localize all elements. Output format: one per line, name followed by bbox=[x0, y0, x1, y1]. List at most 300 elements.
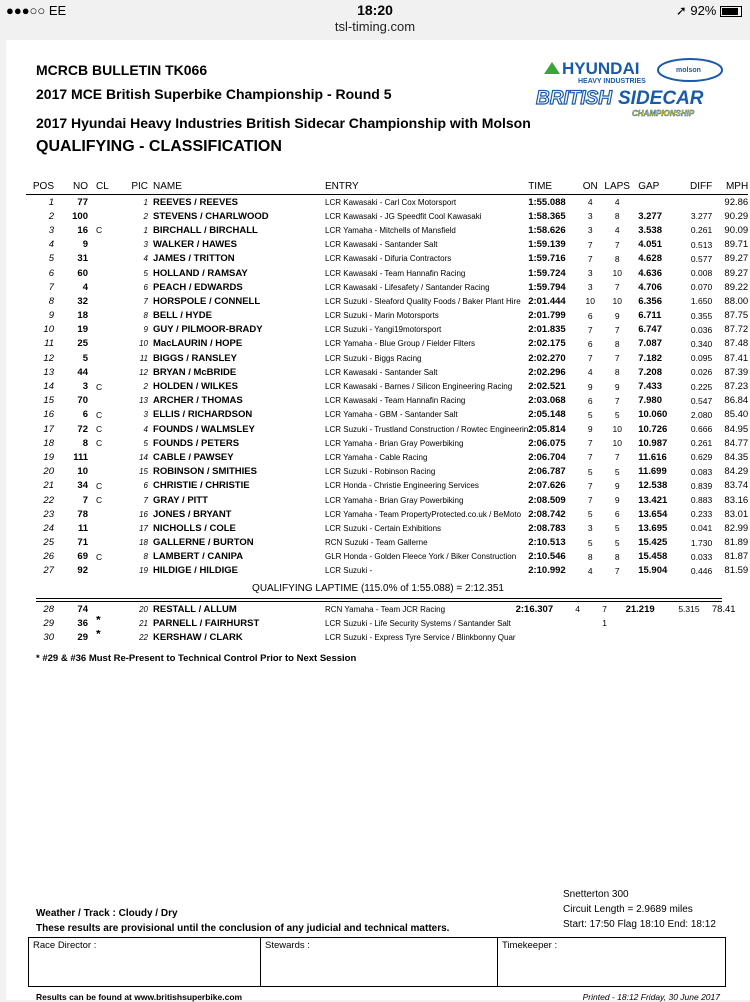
cell-cl bbox=[88, 564, 126, 578]
cell-time: 1:59.794 bbox=[528, 281, 566, 293]
cell-entry: LCR Kawasaki - Lifesafety / Santander Racing bbox=[325, 282, 490, 292]
cell-mph: 83.01 bbox=[724, 508, 749, 520]
cell-no: 3 bbox=[82, 381, 88, 393]
cell-pic: 20 bbox=[139, 604, 148, 614]
cell-diff: 0.340 bbox=[690, 338, 713, 349]
cell-name: CHRISTIE / CHRISTIE bbox=[153, 480, 250, 492]
cell-diff bbox=[666, 616, 706, 630]
cell-laps: 7 bbox=[614, 239, 620, 250]
cell-cl: C bbox=[96, 495, 103, 506]
cell-mph: 81.87 bbox=[724, 551, 749, 563]
cell-gap: 7.433 bbox=[638, 381, 662, 393]
cell-laps: 6 bbox=[614, 509, 620, 520]
cell-pos: 7 bbox=[48, 281, 54, 293]
cell-pic: 17 bbox=[139, 523, 148, 533]
cell-pic: 14 bbox=[139, 452, 148, 462]
cell-on: 3 bbox=[587, 211, 593, 222]
cell-pic: 16 bbox=[139, 509, 148, 519]
cell-pos: 20 bbox=[43, 466, 54, 478]
cell-pic: 19 bbox=[139, 566, 148, 576]
cell-pic: 3 bbox=[143, 240, 148, 250]
cell-on: 4 bbox=[587, 197, 593, 208]
cell-gap: 11.699 bbox=[638, 466, 667, 478]
cell-on: 7 bbox=[587, 438, 593, 449]
cell-time: 2:08.783 bbox=[528, 522, 566, 534]
cell-no: 29 bbox=[77, 631, 88, 643]
cell-name: ELLIS / RICHARDSON bbox=[153, 409, 253, 421]
cell-pos: 3 bbox=[48, 224, 54, 236]
cell-gap: 10.060 bbox=[638, 409, 668, 421]
cell-name: BRYAN / McBRIDE bbox=[153, 366, 237, 378]
cell-laps: 8 bbox=[614, 367, 620, 378]
cell-gap: 6.711 bbox=[638, 310, 662, 322]
cell-on: 7 bbox=[587, 324, 593, 335]
col-no: NO bbox=[73, 180, 88, 192]
cell-gap: 12.538 bbox=[638, 480, 668, 492]
cell-on: 8 bbox=[587, 551, 593, 562]
cell-cl: * bbox=[96, 616, 101, 628]
cell-laps: 8 bbox=[614, 551, 620, 562]
table-row bbox=[26, 195, 748, 210]
cell-name: ARCHER / THOMAS bbox=[153, 395, 243, 407]
table-row bbox=[26, 238, 748, 252]
cell-no: 32 bbox=[77, 295, 88, 307]
cell-cl: C bbox=[96, 225, 103, 236]
cell-on: 9 bbox=[587, 381, 593, 392]
cell-entry: LCR Yamaha - GBM - Santander Salt bbox=[325, 410, 458, 420]
cell-laps: 5 bbox=[614, 537, 620, 548]
results-document bbox=[6, 40, 750, 1000]
cell-mph: 89.27 bbox=[724, 267, 749, 279]
cell-pos: 26 bbox=[43, 551, 54, 563]
cell-pic: 4 bbox=[143, 254, 148, 264]
results-link[interactable]: Results can be found at www.britishsuperbike.com bbox=[36, 992, 243, 1002]
table-row bbox=[26, 309, 748, 323]
cell-mph: 87.75 bbox=[724, 310, 749, 322]
cell-cl bbox=[88, 450, 126, 464]
cell-time: 2:05.814 bbox=[528, 423, 566, 435]
cell-mph: 82.99 bbox=[724, 522, 749, 534]
cell-pic: 4 bbox=[143, 424, 148, 434]
col-on: ON bbox=[582, 180, 598, 192]
cell-on: 6 bbox=[587, 338, 593, 349]
cell-entry: LCR Kawasaki - Barnes / Silicon Engineering Racing bbox=[325, 382, 513, 392]
cell-mph: 84.29 bbox=[724, 466, 749, 478]
cell-on: 6 bbox=[587, 395, 593, 406]
cell-entry: LCR Yamaha - Blue Group / Fielder Filters bbox=[325, 339, 475, 349]
cell-on: 5 bbox=[587, 509, 593, 520]
table-row bbox=[26, 465, 748, 479]
cell-entry: LCR Kawasaki - Santander Salt bbox=[325, 240, 438, 250]
cell-time bbox=[516, 616, 566, 630]
cell-gap: 7.087 bbox=[638, 338, 662, 350]
cell-time: 2:10.513 bbox=[528, 537, 566, 549]
cell-cl bbox=[88, 294, 126, 308]
cell-name: JAMES / TRITTON bbox=[153, 253, 235, 265]
cell-pos: 11 bbox=[44, 338, 54, 350]
clock: 18:20 bbox=[357, 2, 393, 18]
cell-pic: 21 bbox=[139, 618, 148, 628]
cell-diff: 0.446 bbox=[690, 565, 713, 576]
cell-gap: 3.277 bbox=[638, 210, 662, 222]
table-row bbox=[26, 630, 736, 644]
cell-laps: 7 bbox=[614, 324, 620, 335]
printed-timestamp: Printed - 18:12 Friday, 30 June 2017 bbox=[582, 992, 720, 1002]
cell-no: 7 bbox=[82, 494, 88, 506]
cell-gap: 6.356 bbox=[638, 295, 662, 307]
cell-cl bbox=[88, 238, 126, 252]
cell-entry: GLR Honda - Golden Fleece York / Biker Construction bbox=[325, 552, 517, 562]
cell-diff: 0.666 bbox=[690, 424, 713, 435]
cell-on: 5 bbox=[587, 537, 593, 548]
cell-time: 2:02.521 bbox=[528, 381, 566, 393]
cell-pos: 27 bbox=[43, 565, 54, 577]
cell-name: WALKER / HAWES bbox=[153, 239, 237, 251]
cell-pic: 2 bbox=[143, 382, 148, 392]
cell-entry: LCR Yamaha - Cable Racing bbox=[325, 452, 428, 462]
cell-diff: 3.277 bbox=[690, 211, 713, 222]
cell-on: 7 bbox=[587, 480, 593, 491]
cell-diff: 0.547 bbox=[690, 395, 713, 406]
cell-gap bbox=[632, 195, 678, 210]
cell-entry: LCR Kawasaki - Carl Cox Motorsport bbox=[325, 197, 457, 207]
cell-pos: 1 bbox=[48, 196, 54, 208]
table-row bbox=[26, 365, 748, 379]
cell-time: 2:06.704 bbox=[528, 451, 566, 463]
cell-pos: 17 bbox=[43, 423, 54, 435]
cell-cl bbox=[88, 351, 126, 365]
cell-cl: C bbox=[96, 438, 103, 449]
cell-laps: 1 bbox=[602, 618, 607, 629]
table-row bbox=[26, 493, 748, 507]
cell-pic: 15 bbox=[139, 467, 148, 477]
cell-no: 6 bbox=[82, 409, 88, 421]
table-row bbox=[26, 323, 748, 337]
cell-diff: 0.083 bbox=[690, 466, 713, 477]
cell-no: 9 bbox=[82, 239, 88, 251]
cell-entry: LCR Suzuki - bbox=[325, 566, 373, 576]
stewards-signature: Stewards : bbox=[261, 938, 498, 986]
cell-mph: 89.27 bbox=[724, 253, 749, 265]
cell-diff: 0.008 bbox=[690, 268, 713, 279]
cell-diff: 0.629 bbox=[690, 452, 713, 463]
cell-name: BELL / HYDE bbox=[153, 310, 212, 322]
cell-entry: LCR Suzuki - Marin Motorsports bbox=[325, 311, 439, 321]
cell-name: ROBINSON / SMITHIES bbox=[153, 466, 257, 478]
cell-pos: 19 bbox=[43, 451, 54, 463]
cell-cl bbox=[88, 280, 126, 294]
cell-cl bbox=[88, 465, 126, 479]
cell-mph: 92.86 bbox=[724, 196, 749, 208]
cell-diff bbox=[666, 630, 706, 644]
cell-time: 1:59.139 bbox=[528, 239, 566, 251]
cell-name: HOLLAND / RAMSAY bbox=[153, 267, 248, 279]
cell-cl bbox=[88, 536, 126, 550]
cell-name: LAMBERT / CANIPA bbox=[153, 551, 244, 563]
cell-cl bbox=[88, 252, 126, 266]
cell-time: 1:55.088 bbox=[528, 196, 566, 208]
cell-time: 2:07.626 bbox=[528, 480, 566, 492]
cell-on: 9 bbox=[587, 424, 593, 435]
table-row bbox=[26, 351, 748, 365]
cell-diff: 0.355 bbox=[690, 310, 713, 321]
cell-laps: 8 bbox=[614, 253, 620, 264]
cell-gap: 4.636 bbox=[638, 267, 662, 279]
cell-time: 2:02.296 bbox=[528, 366, 566, 378]
carrier-signal: ●●●○○ EE bbox=[6, 3, 67, 18]
cell-name: RESTALL / ALLUM bbox=[153, 603, 237, 615]
cell-cl bbox=[88, 195, 126, 210]
cell-entry: LCR Yamaha - Brian Gray Powerbiking bbox=[325, 438, 464, 448]
cell-laps: 5 bbox=[614, 409, 620, 420]
cell-pos: 4 bbox=[48, 239, 54, 251]
cell-diff: 0.026 bbox=[690, 367, 713, 378]
cell-name: GALLERNE / BURTON bbox=[153, 537, 254, 549]
cell-gap: 4.706 bbox=[638, 281, 662, 293]
cell-name: HILDIGE / HILDIGE bbox=[153, 565, 238, 577]
cell-time: 2:08.509 bbox=[528, 494, 566, 506]
cell-diff: 0.261 bbox=[690, 225, 713, 236]
cell-mph bbox=[706, 616, 736, 630]
cell-entry: LCR Suzuki - Certain Exhibitions bbox=[325, 523, 442, 533]
cell-no: 34 bbox=[77, 480, 88, 492]
non-qualified-table bbox=[26, 602, 736, 645]
series-title: 2017 Hyundai Heavy Industries British Sidecar Championship with Molson bbox=[36, 115, 531, 131]
cell-no: 16 bbox=[77, 224, 88, 236]
table-header-row bbox=[26, 178, 748, 195]
cell-entry: LCR Kawasaki - Santander Salt bbox=[325, 367, 438, 377]
cell-no: 77 bbox=[77, 196, 88, 208]
results-body bbox=[26, 195, 748, 579]
cell-cl: C bbox=[96, 424, 103, 435]
cell-mph: 81.59 bbox=[724, 565, 749, 577]
cell-pos: 25 bbox=[43, 537, 54, 549]
cell-cl: C bbox=[96, 381, 103, 392]
cell-no: 4 bbox=[82, 281, 88, 293]
cell-diff: 1.650 bbox=[690, 296, 713, 307]
cell-pos: 23 bbox=[43, 508, 54, 520]
cell-time: 2:06.787 bbox=[528, 466, 566, 478]
cell-entry: RCN Suzuki - Team Gallerne bbox=[325, 538, 428, 548]
cell-gap: 13.695 bbox=[638, 522, 668, 534]
col-time: TIME bbox=[528, 180, 553, 192]
cell-on: 5 bbox=[587, 409, 593, 420]
cell-no: 36 bbox=[77, 617, 88, 629]
cell-gap: 11.616 bbox=[638, 451, 667, 463]
table-row bbox=[26, 564, 748, 578]
cell-diff: 0.839 bbox=[690, 480, 713, 491]
cell-no: 19 bbox=[77, 324, 88, 336]
cell-laps bbox=[590, 630, 620, 644]
logo-line2: SIDECAR bbox=[618, 88, 704, 109]
cell-diff: 0.261 bbox=[690, 438, 713, 449]
cell-on bbox=[566, 616, 590, 630]
cell-cl bbox=[88, 323, 126, 337]
col-mph: MPH bbox=[725, 180, 749, 192]
table-row bbox=[26, 379, 748, 393]
cell-pic: 1 bbox=[143, 197, 148, 207]
cell-name: PARNELL / FAIRHURST bbox=[153, 617, 260, 629]
cell-name: KERSHAW / CLARK bbox=[153, 631, 243, 643]
cell-time: 1:58.626 bbox=[528, 224, 566, 236]
table-row bbox=[26, 252, 748, 266]
cell-laps: 5 bbox=[614, 466, 620, 477]
cell-no: 72 bbox=[77, 423, 88, 435]
logo-badge: molson bbox=[676, 67, 701, 74]
cell-diff: 0.036 bbox=[690, 324, 713, 335]
battery-level: 92% bbox=[690, 3, 717, 18]
cell-gap: 10.987 bbox=[638, 437, 668, 449]
cell-mph: 81.89 bbox=[724, 537, 749, 549]
signature-box bbox=[28, 937, 726, 987]
cell-on: 4 bbox=[575, 604, 580, 615]
cell-entry: LCR Yamaha - Team PropertyProtected.co.uk / BeMoto bbox=[325, 509, 522, 519]
cell-diff: 1.730 bbox=[690, 537, 713, 548]
cell-mph: 84.35 bbox=[724, 451, 749, 463]
cell-pic: 18 bbox=[139, 538, 148, 548]
cell-no: 18 bbox=[77, 310, 88, 322]
table-row bbox=[26, 422, 748, 436]
cell-pic: 5 bbox=[143, 268, 148, 278]
cell-cl bbox=[88, 365, 126, 379]
cell-diff: 0.070 bbox=[690, 282, 713, 293]
cell-mph: 88.00 bbox=[724, 295, 749, 307]
cell-name: HOLDEN / WILKES bbox=[153, 381, 238, 393]
cell-on: 3 bbox=[587, 268, 593, 279]
table-row bbox=[26, 616, 736, 630]
cell-pic: 13 bbox=[139, 396, 148, 406]
cell-cl bbox=[88, 209, 126, 223]
cell-no: 69 bbox=[77, 551, 88, 563]
cell-entry: LCR Honda - Christie Engineering Services bbox=[325, 481, 479, 491]
col-cl: CL bbox=[96, 180, 109, 192]
col-pic: PIC bbox=[131, 180, 148, 192]
cell-cl bbox=[88, 602, 126, 616]
cell-laps: 10 bbox=[612, 424, 622, 435]
cell-entry: LCR Kawasaki - JG Speedfit Cool Kawasaki bbox=[325, 211, 482, 221]
cell-name: PEACH / EDWARDS bbox=[153, 281, 243, 293]
cell-pos: 30 bbox=[43, 631, 54, 643]
table-row bbox=[26, 602, 736, 616]
cell-time: 2:02.270 bbox=[528, 352, 566, 364]
cell-pic: 7 bbox=[143, 296, 148, 306]
cell-name: REEVES / REEVES bbox=[153, 196, 239, 208]
cell-laps: 8 bbox=[614, 211, 620, 222]
cell-pos: 16 bbox=[43, 409, 54, 421]
cell-cl bbox=[88, 309, 126, 323]
cell-on: 10 bbox=[585, 296, 595, 307]
provisional-notice: These results are provisional until the conclusion of any judicial and technical matters. bbox=[36, 923, 450, 934]
cell-pos: 12 bbox=[43, 352, 54, 364]
cell-no: 78 bbox=[77, 508, 88, 520]
cell-time: 2:06.075 bbox=[528, 437, 566, 449]
cell-mph: 84.77 bbox=[724, 437, 749, 449]
table-row bbox=[26, 337, 748, 351]
cell-name: STEVENS / CHARLWOOD bbox=[153, 210, 269, 222]
cell-mph: 87.72 bbox=[724, 324, 749, 336]
table-row bbox=[26, 223, 748, 237]
cell-name: GUY / PILMOOR-BRADY bbox=[153, 324, 263, 336]
cell-diff: 0.233 bbox=[690, 509, 713, 520]
cell-diff: 0.095 bbox=[690, 353, 713, 364]
cell-mph: 90.29 bbox=[724, 210, 749, 222]
cell-time: 2:05.148 bbox=[528, 409, 566, 421]
qualifying-laptime: QUALIFYING LAPTIME (115.0% of 1:55.088) = 2:12.351 bbox=[252, 583, 504, 594]
cell-pos: 18 bbox=[43, 437, 54, 449]
cell-mph: 87.23 bbox=[724, 381, 749, 393]
cell-entry: LCR Kawasaki - Difuria Contractors bbox=[325, 254, 452, 264]
cell-pos: 5 bbox=[48, 253, 54, 265]
cell-name: GRAY / PITT bbox=[153, 494, 208, 506]
cell-mph: 78.41 bbox=[711, 603, 736, 615]
cell-entry: LCR Kawasaki - Team Hannafin Racing bbox=[325, 268, 466, 278]
cell-pos: 15 bbox=[43, 395, 54, 407]
cell-laps: 10 bbox=[612, 296, 622, 307]
cell-pos: 9 bbox=[48, 310, 54, 322]
col-name: NAME bbox=[153, 180, 182, 192]
cell-no: 5 bbox=[82, 352, 88, 364]
cell-laps: 7 bbox=[614, 565, 620, 576]
logo-triangle-icon bbox=[544, 62, 560, 74]
logo-brand: HYUNDAI bbox=[562, 59, 640, 78]
cell-name: HORSPOLE / CONNELL bbox=[153, 295, 261, 307]
cell-entry: LCR Suzuki - Sleaford Quality Foods / Baker Plant Hire bbox=[325, 296, 521, 306]
cell-on: 4 bbox=[587, 565, 593, 576]
circuit-name: Snetterton 300 bbox=[563, 889, 629, 900]
cell-entry: LCR Suzuki - Biggs Racing bbox=[325, 353, 422, 363]
cell-time: 1:59.716 bbox=[528, 253, 566, 265]
cell-pic: 10 bbox=[139, 339, 148, 349]
cell-time: 2:01.835 bbox=[528, 324, 566, 336]
cell-time bbox=[516, 630, 566, 644]
table-row bbox=[26, 536, 748, 550]
cell-cl: C bbox=[96, 551, 103, 562]
cell-laps: 4 bbox=[614, 225, 620, 236]
cell-on: 7 bbox=[587, 353, 593, 364]
cell-gap bbox=[620, 630, 666, 644]
cell-on bbox=[566, 630, 590, 644]
col-entry: ENTRY bbox=[325, 180, 359, 192]
cell-no: 11 bbox=[77, 522, 88, 534]
session-times: Start: 17:50 Flag 18:10 End: 18:12 bbox=[563, 919, 716, 930]
cell-name: BIRCHALL / BIRCHALL bbox=[153, 224, 258, 236]
cell-on: 5 bbox=[587, 466, 593, 477]
cell-no: 31 bbox=[77, 253, 88, 265]
cell-entry: LCR Suzuki - Life Security Systems / Santander Salt bbox=[325, 618, 511, 628]
cell-cl: C bbox=[96, 409, 103, 420]
cell-entry: LCR Yamaha - Brian Gray Powerbiking bbox=[325, 495, 464, 505]
cell-laps: 9 bbox=[614, 495, 620, 506]
cell-pic: 12 bbox=[139, 367, 148, 377]
cell-on: 4 bbox=[587, 367, 593, 378]
cell-diff: 2.080 bbox=[690, 409, 713, 420]
cell-pos: 2 bbox=[48, 210, 54, 222]
cell-pos: 14 bbox=[43, 381, 54, 393]
cell-laps: 7 bbox=[602, 604, 607, 615]
url-bar[interactable]: tsl-timing.com bbox=[334, 19, 416, 34]
table-row bbox=[26, 450, 748, 464]
cell-name: BIGGS / RANSLEY bbox=[153, 352, 237, 364]
cell-name: MacLAURIN / HOPE bbox=[153, 338, 243, 350]
cell-gap: 7.980 bbox=[638, 395, 662, 407]
cell-entry: RCN Yamaha - Team JCR Racing bbox=[325, 604, 446, 614]
cell-pic: 7 bbox=[143, 495, 148, 505]
session-title: QUALIFYING - CLASSIFICATION bbox=[36, 138, 282, 155]
cell-pic: 6 bbox=[143, 481, 148, 491]
col-pos: POS bbox=[32, 180, 54, 192]
cell-laps: 9 bbox=[614, 480, 620, 491]
bulletin-title: MCRCB BULLETIN TK066 bbox=[36, 62, 208, 78]
